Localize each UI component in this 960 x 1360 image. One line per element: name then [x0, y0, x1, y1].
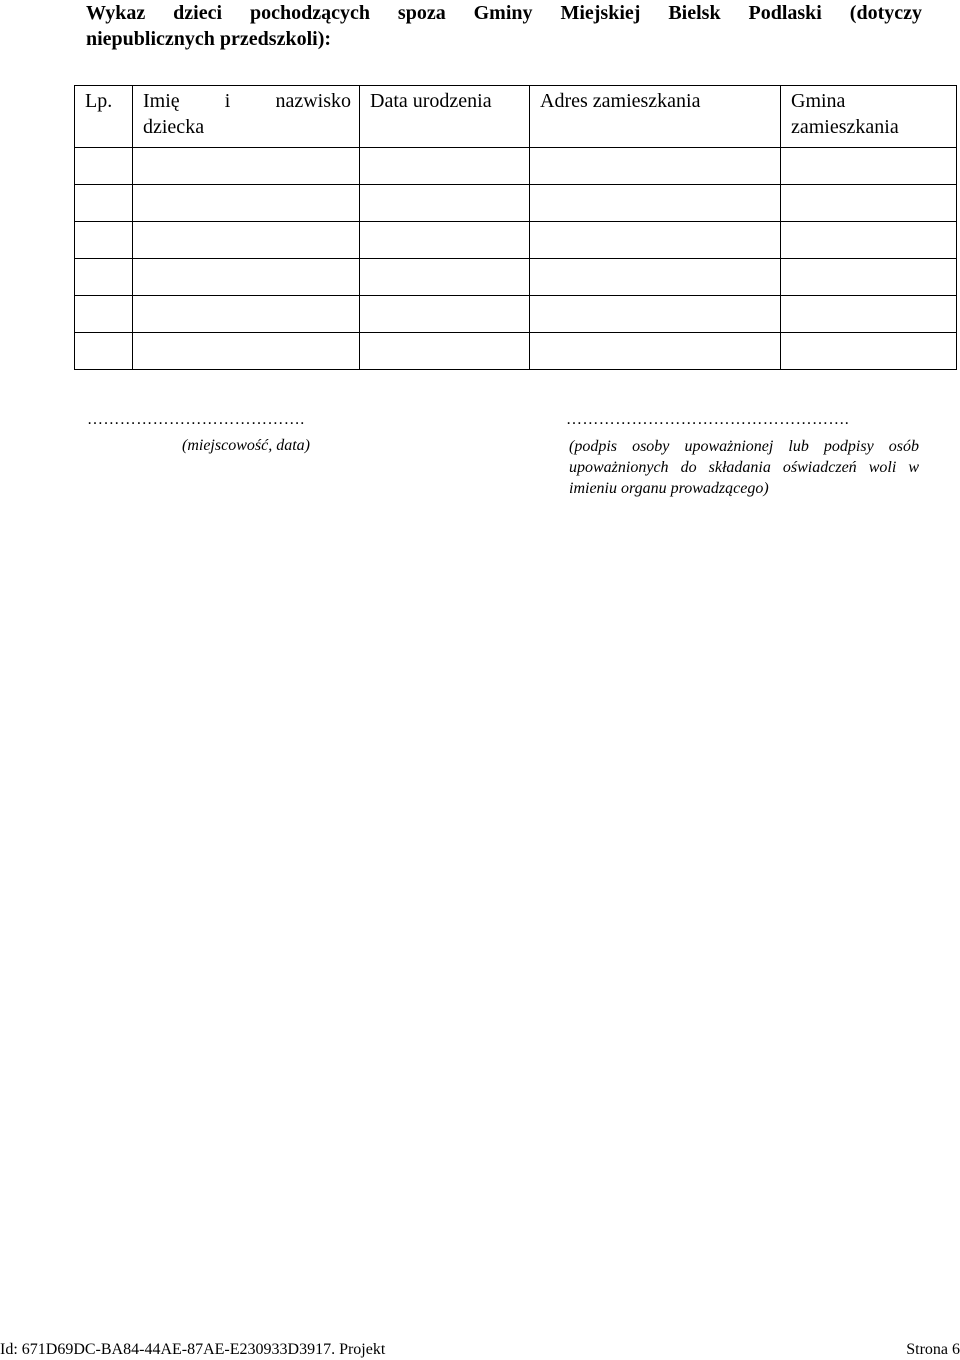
table-header-row — [75, 86, 957, 148]
children-list-table — [74, 85, 957, 370]
table-cell — [75, 333, 133, 370]
table-cell — [360, 148, 530, 185]
table-row — [75, 333, 957, 370]
table-cell — [781, 296, 957, 333]
table-row — [75, 185, 957, 222]
table-cell — [75, 185, 133, 222]
table-cell — [530, 259, 781, 296]
table-cell — [781, 148, 957, 185]
table-cell — [781, 333, 957, 370]
column-header-birth-date: Data urodzenia — [360, 86, 530, 148]
table-cell — [530, 148, 781, 185]
table-cell — [75, 148, 133, 185]
footer-document-id: Id: 671D69DC-BA84-44AE-87AE-E230933D3917. Projekt — [0, 1341, 386, 1358]
table-row — [75, 148, 957, 185]
table-cell — [530, 296, 781, 333]
table-cell — [133, 296, 360, 333]
table-body — [75, 148, 957, 370]
column-header-municipality — [781, 86, 957, 148]
column-header-name — [133, 86, 360, 148]
table-cell — [133, 148, 360, 185]
place-date-caption: (miejscowość, data) — [182, 437, 310, 454]
heading-line-1: Wykaz dzieci pochodzących spoza Gminy Miejskiej Bielsk Podlaski (dotyczy — [86, 2, 922, 24]
column-header-lp: Lp. — [75, 86, 133, 148]
column-header-name-line-2: dziecka — [143, 116, 205, 138]
table-cell — [360, 296, 530, 333]
table-cell — [781, 259, 957, 296]
signature-caption: (podpis osoby upoważnionej lub podpisy osób upoważnionych do składania oświadczeń woli w imieniu organu prowadzącego) — [569, 438, 919, 497]
table-cell — [781, 222, 957, 259]
table-cell — [75, 222, 133, 259]
table-cell — [360, 222, 530, 259]
table-row — [75, 296, 957, 333]
table-cell — [133, 185, 360, 222]
table-cell — [75, 259, 133, 296]
table-cell — [133, 222, 360, 259]
table-cell — [360, 259, 530, 296]
table-cell — [133, 259, 360, 296]
table-cell — [530, 333, 781, 370]
place-date-dotted-line: …………………………………. — [87, 411, 305, 428]
table-cell — [360, 185, 530, 222]
document-heading — [86, 0, 922, 52]
column-header-municipality-line-1: Gmina — [791, 90, 846, 112]
signature-dotted-line: ……………………………………………. — [566, 411, 850, 428]
table-cell — [75, 296, 133, 333]
heading-line-2: niepublicznych przedszkoli): — [86, 28, 332, 50]
column-header-name-line-1: Imię i nazwisko — [143, 90, 351, 112]
footer-page-number: Strona 6 — [906, 1341, 960, 1358]
column-header-municipality-line-2: zamieszkania — [791, 116, 899, 138]
table-cell — [781, 185, 957, 222]
table-row — [75, 222, 957, 259]
column-header-address: Adres zamieszkania — [530, 86, 781, 148]
table-row — [75, 259, 957, 296]
table-cell — [530, 185, 781, 222]
table-cell — [360, 333, 530, 370]
table-cell — [530, 222, 781, 259]
table-cell — [133, 333, 360, 370]
